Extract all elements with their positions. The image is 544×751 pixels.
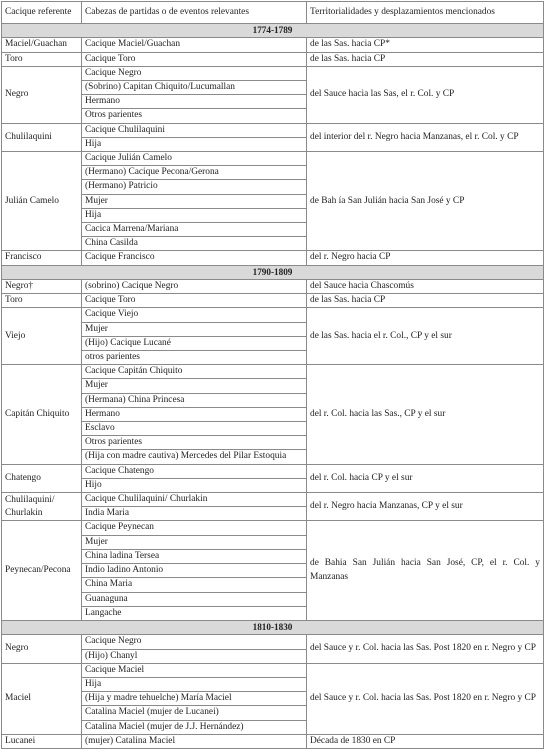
cacique-referente: Chulilaquini [2, 123, 82, 151]
member-cell: Cacique Peynecan [82, 521, 307, 535]
member-cell: Hermano [82, 407, 307, 421]
member-cell: Esclavo [82, 422, 307, 436]
table-row [2, 635, 544, 649]
member-cell: Mujer [82, 535, 307, 549]
member-cell: (Hija con madre cautiva) Mercedes del Pilar Estoquia [82, 450, 307, 464]
member-cell: Hijo [82, 478, 307, 492]
member-cell: Cacique Toro [82, 52, 307, 66]
caciques-table [1, 1, 544, 749]
member-cell: Langache [82, 606, 307, 620]
period-row [2, 265, 544, 279]
member-cell: China Casilda [82, 237, 307, 251]
member-cell: Cacique Viejo [82, 308, 307, 322]
table-row [2, 493, 544, 507]
table-row [2, 280, 544, 294]
territory-cell: de las Sas. hacia CP [307, 294, 544, 308]
table-body [2, 24, 544, 749]
member-cell: Indio ladino Antonio [82, 564, 307, 578]
member-cell: (Hermana) China Princesa [82, 393, 307, 407]
territory-cell: del Sauce hacia las Sas, el r. Col. y CP [307, 66, 544, 123]
table-row [2, 663, 544, 677]
territory-cell: Década de 1830 en CP [307, 734, 544, 748]
header-cacique: Cacique referente [2, 2, 82, 24]
member-cell: (Hijo) Chanyl [82, 649, 307, 663]
table-row [2, 66, 544, 80]
cacique-referente: Negro† [2, 280, 82, 294]
territory-cell: del r. Negro hacia Manzanas, CP y el sur [307, 493, 544, 521]
table-row [2, 294, 544, 308]
period-row [2, 24, 544, 38]
member-cell: China Maria [82, 578, 307, 592]
table-row [2, 308, 544, 322]
cacique-referente: Peynecan/Pecona [2, 521, 82, 620]
member-cell: Catalina Maciel (mujer de J.J. Hernández) [82, 720, 307, 734]
member-cell: (mujer) Catalina Maciel [82, 734, 307, 748]
territory-cell: del r. Col. hacia CP y el sur [307, 464, 544, 492]
member-cell: Cacique Maciel/Guachan [82, 38, 307, 52]
member-cell: Cacique Julián Camelo [82, 152, 307, 166]
cacique-referente: Negro [2, 66, 82, 123]
member-cell: Hermano [82, 95, 307, 109]
member-cell: Cacique Capitán Chiquito [82, 365, 307, 379]
table-row [2, 251, 544, 265]
table-row [2, 38, 544, 52]
member-cell: (Hermano) Cacique Pecona/Gerona [82, 166, 307, 180]
period-label: 1774-1789 [2, 24, 544, 38]
member-cell: Cacique Chulilaquini/ Churlakin [82, 493, 307, 507]
member-cell: Hija [82, 137, 307, 151]
member-cell: Cacique Negro [82, 66, 307, 80]
member-cell: (Hijo) Cacique Lucané [82, 336, 307, 350]
table-row [2, 734, 544, 748]
territory-cell: de las Sas. hacia CP [307, 52, 544, 66]
member-cell: Hija [82, 208, 307, 222]
territory-cell: de Bah ía San Julián hacia San José y CP [307, 152, 544, 251]
member-cell: Cacique Chatengo [82, 464, 307, 478]
member-cell: India Maria [82, 507, 307, 521]
header-row [2, 2, 544, 24]
territory-cell: del r. Col. hacia las Sas., CP y el sur [307, 365, 544, 464]
cacique-referente: Julián Camelo [2, 152, 82, 251]
header-territorialidades: Territorialidades y desplazamientos mencionados [307, 2, 544, 24]
member-cell: otros parientes [82, 351, 307, 365]
cacique-referente: Capitán Chiquito [2, 365, 82, 464]
table-row [2, 52, 544, 66]
cacique-referente: Chulilaquini/ Churlakin [2, 493, 82, 521]
cacique-referente: Maciel/Guachan [2, 38, 82, 52]
cacique-referente: Toro [2, 52, 82, 66]
member-cell: Hija [82, 677, 307, 691]
member-cell: Mujer [82, 194, 307, 208]
member-cell: Cacique Francisco [82, 251, 307, 265]
cacique-referente: Maciel [2, 663, 82, 734]
cacique-referente: Chatengo [2, 464, 82, 492]
member-cell: (Hija y madre tehuelche) María Maciel [82, 692, 307, 706]
member-cell: China ladina Tersea [82, 549, 307, 563]
territory-cell: del Sauce y r. Col. hacia las Sas. Post 1820 en r. Negro y CP [307, 663, 544, 734]
cacique-referente: Toro [2, 294, 82, 308]
territory-cell: de las Sas. hacia el r. Col., CP y el sur [307, 308, 544, 365]
territory-cell: de Bahia San Julián hacia San José, CP, el r. Col. y Manzanas [307, 521, 544, 620]
table-row [2, 365, 544, 379]
member-cell: Otros parientes [82, 109, 307, 123]
member-cell: Cacica Marrena/Mariana [82, 223, 307, 237]
cacique-referente: Viejo [2, 308, 82, 365]
territory-cell: del r. Negro hacia CP [307, 251, 544, 265]
table-row [2, 152, 544, 166]
member-cell: (Sobrino) Capitan Chiquito/Lucumallan [82, 81, 307, 95]
member-cell: Otros parientes [82, 436, 307, 450]
member-cell: Mujer [82, 379, 307, 393]
member-cell: Cacique Chulilaquini [82, 123, 307, 137]
member-cell: Mujer [82, 322, 307, 336]
territory-cell: del Sauce hacia Chascomús [307, 280, 544, 294]
table-row [2, 464, 544, 478]
member-cell: Guanaguna [82, 592, 307, 606]
period-row [2, 620, 544, 634]
period-label: 1810-1830 [2, 620, 544, 634]
cacique-referente: Francisco [2, 251, 82, 265]
member-cell: Cacique Maciel [82, 663, 307, 677]
cacique-referente: Lucanei [2, 734, 82, 748]
member-cell: (Hermano) Patricio [82, 180, 307, 194]
member-cell: Cacique Negro [82, 635, 307, 649]
member-cell: (sobrino) Cacique Negro [82, 280, 307, 294]
member-cell: Cacique Toro [82, 294, 307, 308]
table-row [2, 123, 544, 137]
member-cell: Catalina Maciel (mujer de Lucanei) [82, 706, 307, 720]
header-cabezas: Cabezas de partidas o de eventos relevantes [82, 2, 307, 24]
table-row [2, 521, 544, 535]
territory-cell: del interior del r. Negro hacia Manzanas, el r. Col. y CP [307, 123, 544, 151]
territory-cell: de las Sas. hacia CP* [307, 38, 544, 52]
cacique-referente: Negro [2, 635, 82, 663]
period-label: 1790-1809 [2, 265, 544, 279]
territory-cell: del Sauce y r. Col. hacia las Sas. Post 1820 en r. Negro y CP [307, 635, 544, 663]
